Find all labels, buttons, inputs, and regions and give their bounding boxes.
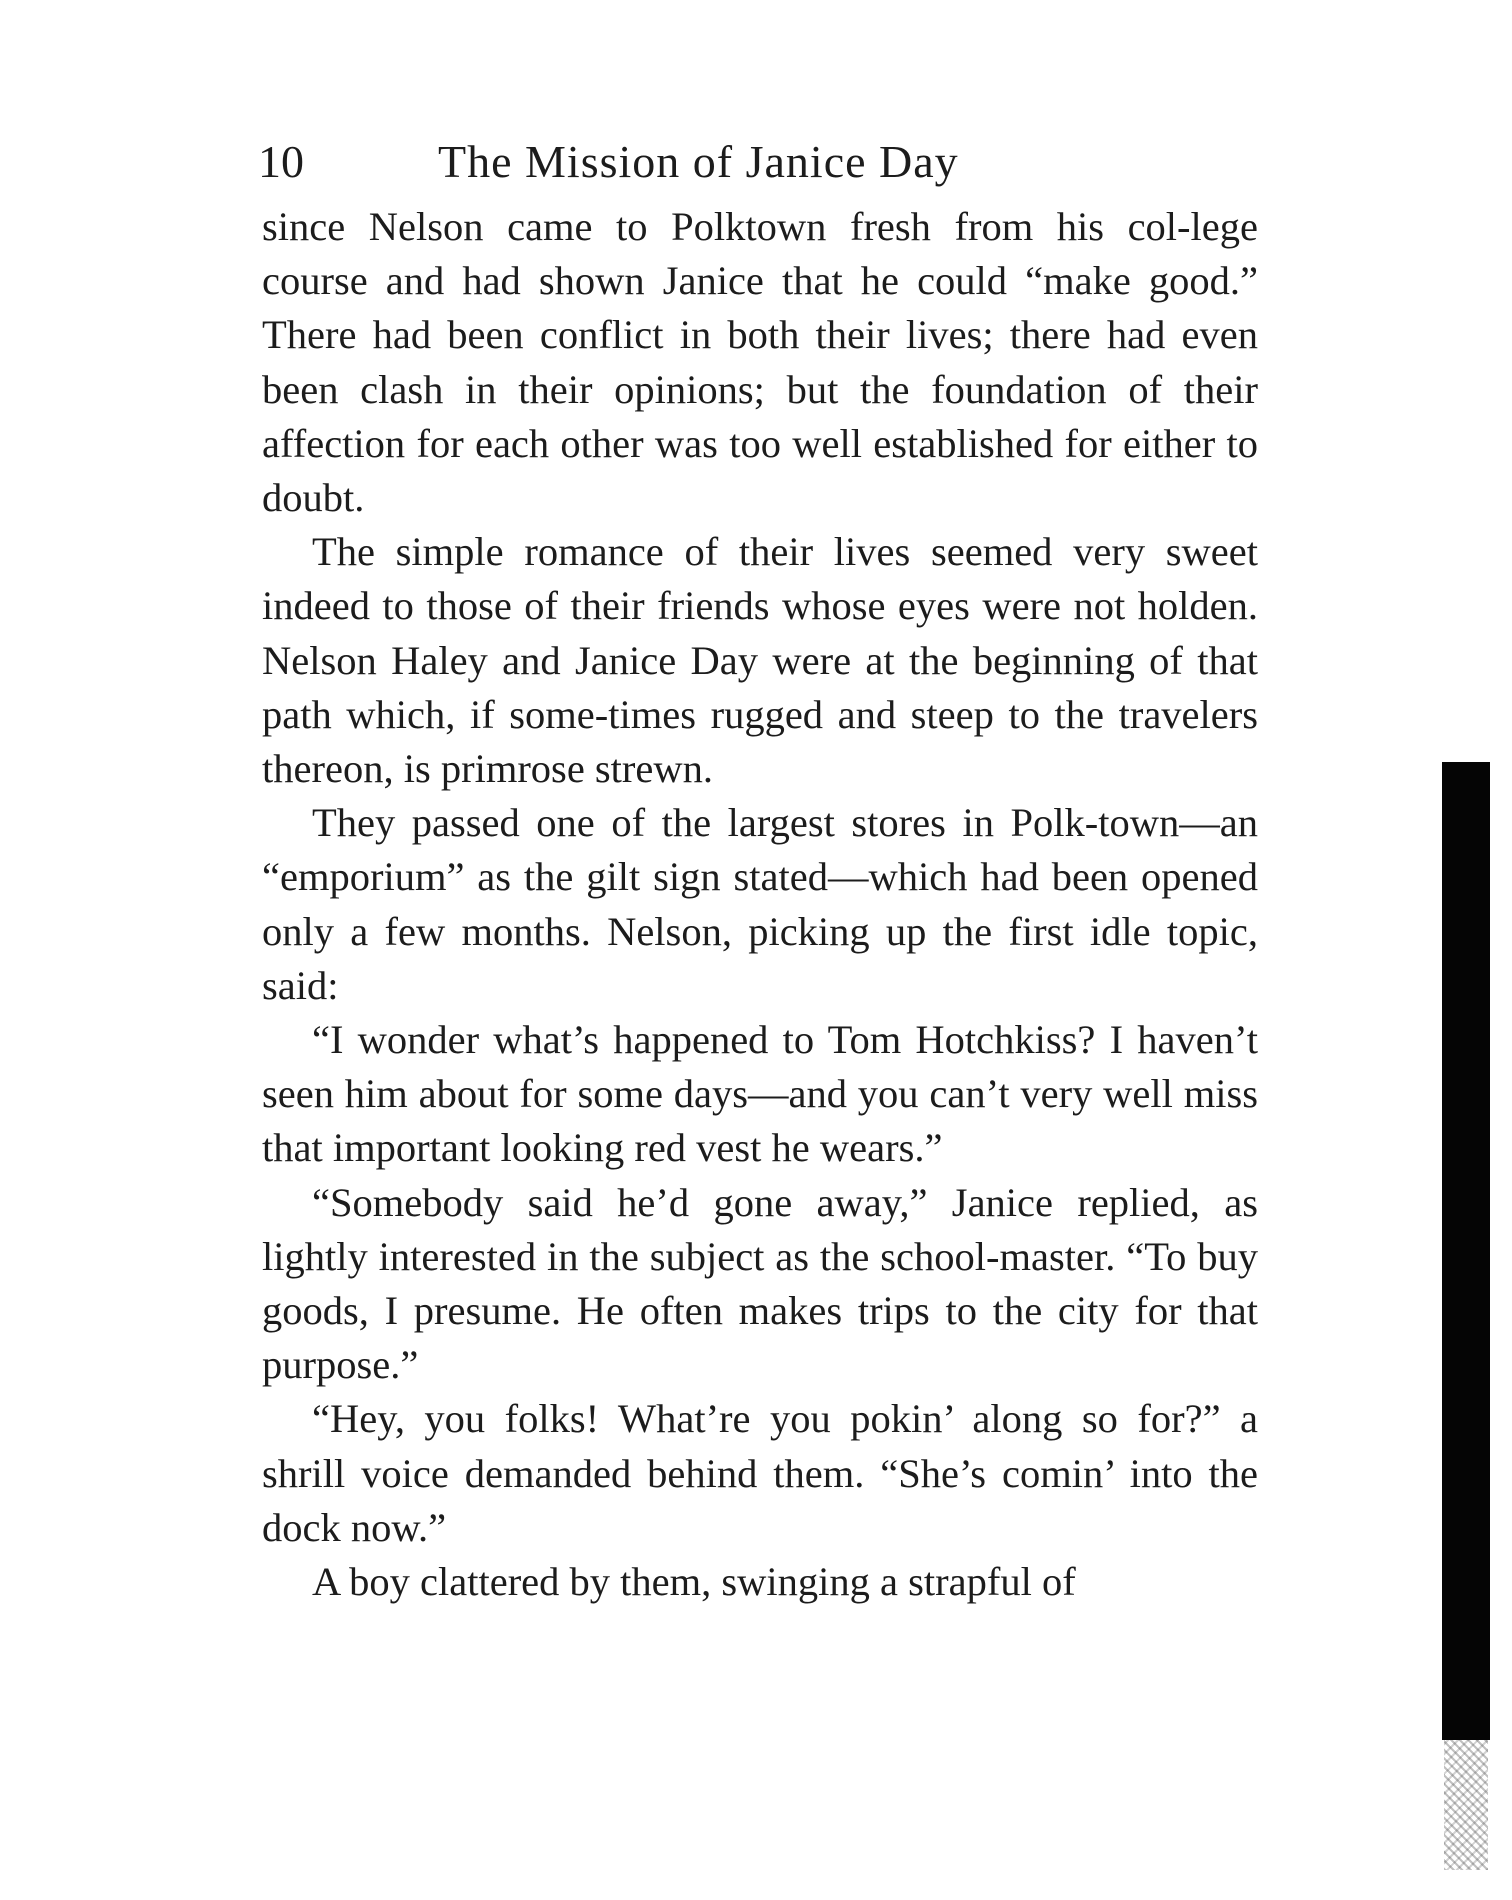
body-text — [262, 200, 1258, 1609]
paragraph-shrill-voice: “Hey, you folks! What’re you pokin’ along so for?” a shrill voice demanded behind them. “She’s comin’ into the dock now.” — [262, 1396, 1258, 1550]
scan-edge-speckle — [1444, 1740, 1488, 1870]
paragraph-janice-reply: “Somebody said he’d gone away,” Janice replied, as lightly interested in the subject as the school-master. “To buy goods, I presume. He often makes trips to the city for that purpose.” — [262, 1179, 1258, 1388]
running-head — [258, 132, 1078, 192]
book-title: The Mission of Janice Day — [438, 136, 959, 187]
paragraph-continuation: since Nelson came to Polktown fresh from his col-lege course and had shown Janice that he could “make good.” There had been conflict in both their lives; there had even been clash in their opinions; but the foundation of their affection for each other was too well established for either to doubt. — [262, 204, 1258, 521]
paragraph-romance: The simple romance of their lives seemed very sweet indeed to those of their friends whose eyes were not holden. Nelson Haley and Janice Day were at the beginning of that path which, if some-times rugged and steep to the travelers thereon, is primrose strewn. — [262, 529, 1258, 792]
paragraph-boy: A boy clattered by them, swinging a strapful of — [312, 1559, 1076, 1605]
page-number: 10 — [258, 136, 304, 187]
scan-edge-shadow — [1442, 762, 1490, 1740]
paragraph-nelson-quote: “I wonder what’s happened to Tom Hotchkiss? I haven’t seen him about for some days—and you can’t very well miss that important looking red vest he wears.” — [262, 1017, 1258, 1171]
paragraph-emporium: They passed one of the largest stores in Polk-town—an “emporium” as the gilt sign stated—which had been opened only a few months. Nelson, picking up the first idle topic, said: — [262, 800, 1258, 1008]
